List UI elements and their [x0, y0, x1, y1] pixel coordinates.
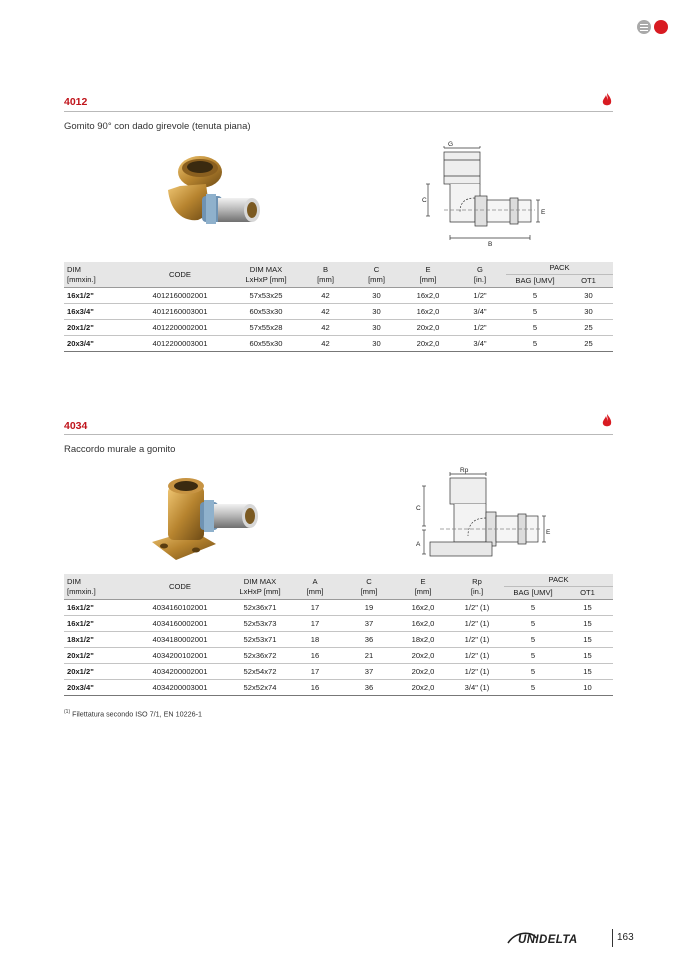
cell-bag: 5	[504, 680, 562, 696]
table-row	[64, 600, 613, 616]
col-header-code: CODE	[128, 574, 232, 600]
cell-c2: 30	[351, 304, 402, 320]
cell-bag: 5	[504, 616, 562, 632]
cell-bag: 5	[504, 600, 562, 616]
cell-c2: 30	[351, 288, 402, 304]
table-row	[64, 288, 613, 304]
cell-c3: 16x2,0	[396, 616, 450, 632]
cell-bag: 5	[506, 304, 564, 320]
footnote-marker: (1)	[64, 709, 71, 715]
cell-code: 4034160102001	[128, 600, 232, 616]
cell-c1: 16	[288, 680, 342, 696]
cell-ot: 30	[564, 304, 613, 320]
cell-dim: 20x1/2"	[64, 320, 128, 336]
cell-c2: 37	[342, 664, 396, 680]
table-row	[64, 304, 613, 320]
col-header-dim: DIM [mmxin.]	[64, 574, 128, 600]
gray-disc-icon	[637, 20, 651, 34]
table-header-row	[64, 574, 613, 587]
cell-c4: 3/4"	[454, 336, 506, 352]
section-description: Gomito 90° con dado girevole (tenuta piana)	[64, 121, 251, 132]
col-header-e: E [mm]	[396, 574, 450, 600]
col-header-bag: BAG [UMV]	[504, 587, 562, 600]
section-description: Raccordo murale a gomito	[64, 444, 176, 455]
cell-dimmax: 52x36x72	[232, 648, 288, 664]
cell-ot: 15	[562, 648, 613, 664]
cell-code: 4034200003001	[128, 680, 232, 696]
cell-dimmax: 52x52x74	[232, 680, 288, 696]
cell-ot: 15	[562, 600, 613, 616]
spec-table-4012	[64, 262, 613, 352]
cell-c2: 36	[342, 632, 396, 648]
cell-c4: 3/4"	[454, 304, 506, 320]
section-code-4034: 4034	[64, 420, 88, 432]
table-row	[64, 632, 613, 648]
cell-c3: 20x2,0	[396, 664, 450, 680]
unidelta-logo	[506, 929, 610, 947]
col-header-ot1: OT1	[564, 275, 613, 288]
cell-code: 4012160003001	[128, 304, 232, 320]
cell-c3: 20x2,0	[402, 320, 454, 336]
technical-drawing-4012	[420, 140, 550, 248]
drawing-label-g: G	[448, 141, 454, 148]
cell-bag: 5	[506, 336, 564, 352]
cell-dimmax: 60x53x30	[232, 304, 300, 320]
cell-c1: 16	[288, 648, 342, 664]
cell-ot: 10	[562, 680, 613, 696]
cell-c1: 18	[288, 632, 342, 648]
col-header-pack: PACK	[506, 262, 613, 275]
cell-c2: 36	[342, 680, 396, 696]
col-header-dimmax: DIM MAX LxHxP [mm]	[232, 262, 300, 288]
cell-dimmax: 52x53x73	[232, 616, 288, 632]
cell-c3: 20x2,0	[396, 680, 450, 696]
cell-c1: 42	[300, 336, 351, 352]
table-row	[64, 664, 613, 680]
table-header-row	[64, 262, 613, 275]
cell-c2: 19	[342, 600, 396, 616]
cell-c3: 18x2,0	[396, 632, 450, 648]
cell-c4: 1/2" (1)	[450, 616, 504, 632]
cell-ot: 25	[564, 320, 613, 336]
cell-ot: 25	[564, 336, 613, 352]
cell-dimmax: 57x55x28	[232, 320, 300, 336]
cell-c1: 17	[288, 664, 342, 680]
table-row	[64, 680, 613, 696]
cell-dim: 20x1/2"	[64, 648, 128, 664]
cell-c1: 17	[288, 600, 342, 616]
footer-separator	[612, 929, 613, 947]
table-row	[64, 336, 613, 352]
cell-c2: 30	[351, 320, 402, 336]
cell-dim: 16x3/4"	[64, 304, 128, 320]
cell-c1: 42	[300, 320, 351, 336]
drawing-label-b: B	[488, 241, 493, 248]
cell-code: 4012200003001	[128, 336, 232, 352]
table-body	[64, 288, 613, 352]
technical-drawing-4034	[412, 464, 552, 568]
drawing-label-c: C	[416, 505, 421, 512]
col-header-code: CODE	[128, 262, 232, 288]
section-divider	[64, 111, 613, 112]
cell-c4: 1/2" (1)	[450, 664, 504, 680]
cell-c1: 17	[288, 616, 342, 632]
col-header-dimmax: DIM MAX LxHxP [mm]	[232, 574, 288, 600]
col-header-b: B [mm]	[300, 262, 351, 288]
table-row	[64, 648, 613, 664]
red-disc-icon	[654, 20, 668, 34]
cell-c4: 1/2" (1)	[450, 632, 504, 648]
cell-code: 4012200002001	[128, 320, 232, 336]
cell-c4: 1/2"	[454, 288, 506, 304]
table-row	[64, 320, 613, 336]
col-header-g: G [in.]	[454, 262, 506, 288]
cell-dim: 18x1/2"	[64, 632, 128, 648]
col-header-e: E [mm]	[402, 262, 454, 288]
cell-c3: 16x2,0	[402, 288, 454, 304]
product-photo-4034	[152, 474, 267, 566]
section-divider	[64, 434, 613, 435]
cell-c3: 16x2,0	[396, 600, 450, 616]
cell-bag: 5	[506, 320, 564, 336]
cell-code: 4034200102001	[128, 648, 232, 664]
cell-dim: 16x1/2"	[64, 616, 128, 632]
col-header-bag: BAG [UMV]	[506, 275, 564, 288]
col-header-c: C [mm]	[351, 262, 402, 288]
cell-c4: 1/2"	[454, 320, 506, 336]
col-header-rp: Rp [in.]	[450, 574, 504, 600]
cell-c4: 1/2" (1)	[450, 600, 504, 616]
spec-table-4034	[64, 574, 613, 696]
cell-dimmax: 52x54x72	[232, 664, 288, 680]
cell-ot: 15	[562, 632, 613, 648]
cell-dimmax: 52x53x71	[232, 632, 288, 648]
cell-c3: 20x2,0	[396, 648, 450, 664]
drawing-label-rp: Rp	[460, 467, 469, 474]
cell-dim: 20x1/2"	[64, 664, 128, 680]
section-code-4012: 4012	[64, 96, 88, 108]
cell-c1: 42	[300, 304, 351, 320]
cell-ot: 15	[562, 664, 613, 680]
cell-bag: 5	[504, 664, 562, 680]
cell-code: 4034180002001	[128, 632, 232, 648]
cell-dimmax: 57x53x25	[232, 288, 300, 304]
brand-name: UNIDELTA	[518, 934, 578, 946]
drawing-label-e: E	[546, 529, 551, 536]
cell-c2: 21	[342, 648, 396, 664]
col-header-dim: DIM [mmxin.]	[64, 262, 128, 288]
cell-c2: 37	[342, 616, 396, 632]
flame-icon	[602, 93, 612, 107]
page-number: 163	[617, 932, 634, 943]
cell-ot: 15	[562, 616, 613, 632]
cell-dim: 16x1/2"	[64, 600, 128, 616]
cell-dim: 16x1/2"	[64, 288, 128, 304]
table-row	[64, 616, 613, 632]
drawing-label-e: E	[541, 209, 546, 216]
col-header-c: C [mm]	[342, 574, 396, 600]
cell-dim: 20x3/4"	[64, 336, 128, 352]
cell-code: 4034160002001	[128, 616, 232, 632]
cell-ot: 30	[564, 288, 613, 304]
table-body	[64, 600, 613, 696]
drawing-label-a: A	[416, 541, 421, 548]
cell-dimmax: 52x36x71	[232, 600, 288, 616]
cell-bag: 5	[506, 288, 564, 304]
cell-c4: 1/2" (1)	[450, 648, 504, 664]
cell-bag: 5	[504, 648, 562, 664]
cell-c3: 16x2,0	[402, 304, 454, 320]
flame-icon	[602, 414, 612, 428]
col-header-a: A [mm]	[288, 574, 342, 600]
drawing-label-c: C	[422, 197, 427, 204]
cell-c4: 3/4" (1)	[450, 680, 504, 696]
product-photo-4012	[158, 150, 273, 238]
cell-c3: 20x2,0	[402, 336, 454, 352]
col-header-pack: PACK	[504, 574, 613, 587]
footnote-text: Filettatura secondo ISO 7/1, EN 10226-1	[72, 709, 202, 719]
cell-bag: 5	[504, 632, 562, 648]
cell-c1: 42	[300, 288, 351, 304]
col-header-ot1: OT1	[562, 587, 613, 600]
cell-code: 4034200002001	[128, 664, 232, 680]
cell-code: 4012160002001	[128, 288, 232, 304]
cell-c2: 30	[351, 336, 402, 352]
cell-dim: 20x3/4"	[64, 680, 128, 696]
footnote	[64, 709, 202, 718]
cell-dimmax: 60x55x30	[232, 336, 300, 352]
